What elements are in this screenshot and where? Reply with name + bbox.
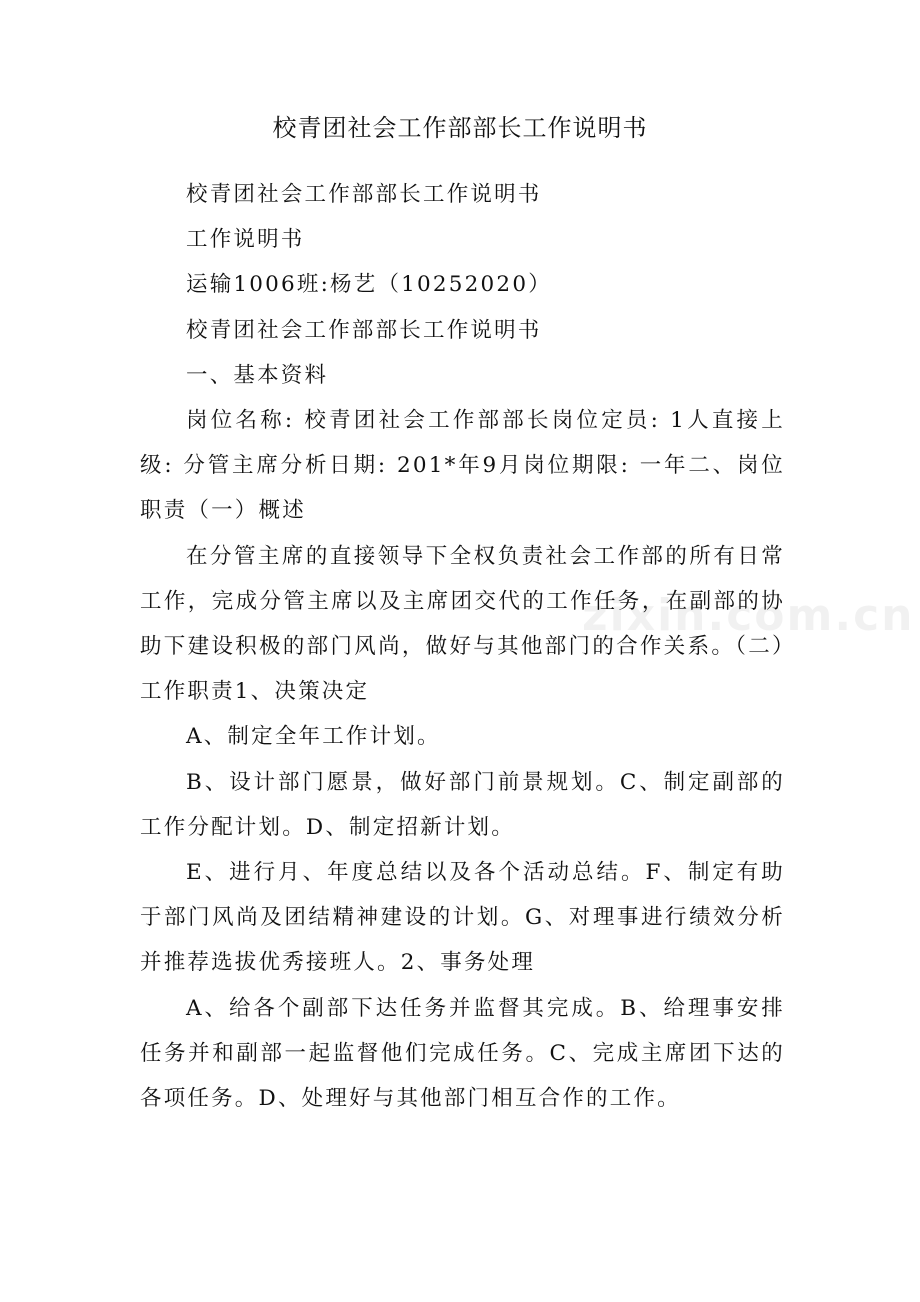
paragraph-author: 运输1006班:杨艺（10252020） — [186, 272, 552, 298]
document-title: 校青团社会工作部部长工作说明书 — [272, 114, 648, 142]
paragraph-duty-b-d: B、设计部门愿景，做好部门前景规划。C、制定副部的工作分配计划。D、制定招新计划。 — [140, 769, 785, 840]
paragraph-overview: 在分管主席的直接领导下全权负责社会工作部的所有日常工作，完成分管主席以及主席团交代的工作任务，在副部的协助下建设积极的部门风尚，做好与其他部门的合作关系。（二）工作职责1、决策决定 — [140, 543, 785, 705]
paragraph-doc-heading: 校青团社会工作部部长工作说明书 — [186, 182, 542, 207]
paragraph-affairs: A、给各个副部下达任务并监督其完成。B、给理事安排任务并和副部一起监督他们完成任务。C、完成主席团下达的各项任务。D、处理好与其他部门相互合作的工作。 — [140, 995, 785, 1112]
document-body — [140, 172, 785, 1121]
paragraph-duty-e-g: E、进行月、年度总结以及各个活动总结。F、制定有助于部门风尚及团结精神建设的计划。G、对理事进行绩效分析并推荐选拔优秀接班人。2、事务处理 — [140, 860, 785, 976]
paragraph-section-basic-info: 一、基本资料 — [186, 362, 329, 388]
paragraph-doc-heading-repeat: 校青团社会工作部部长工作说明书 — [186, 317, 542, 343]
watermark-text: zixin.com.cn — [582, 590, 915, 641]
paragraph-position-info: 岗位名称: 校青团社会工作部部长岗位定员: 1人直接上级: 分管主席分析日期: 201*年9月岗位期限: 一年二、岗位职责（一）概述 — [140, 408, 785, 524]
paragraph-subtitle: 工作说明书 — [186, 227, 305, 253]
paragraph-duty-a: A、制定全年工作计划。 — [186, 724, 441, 750]
